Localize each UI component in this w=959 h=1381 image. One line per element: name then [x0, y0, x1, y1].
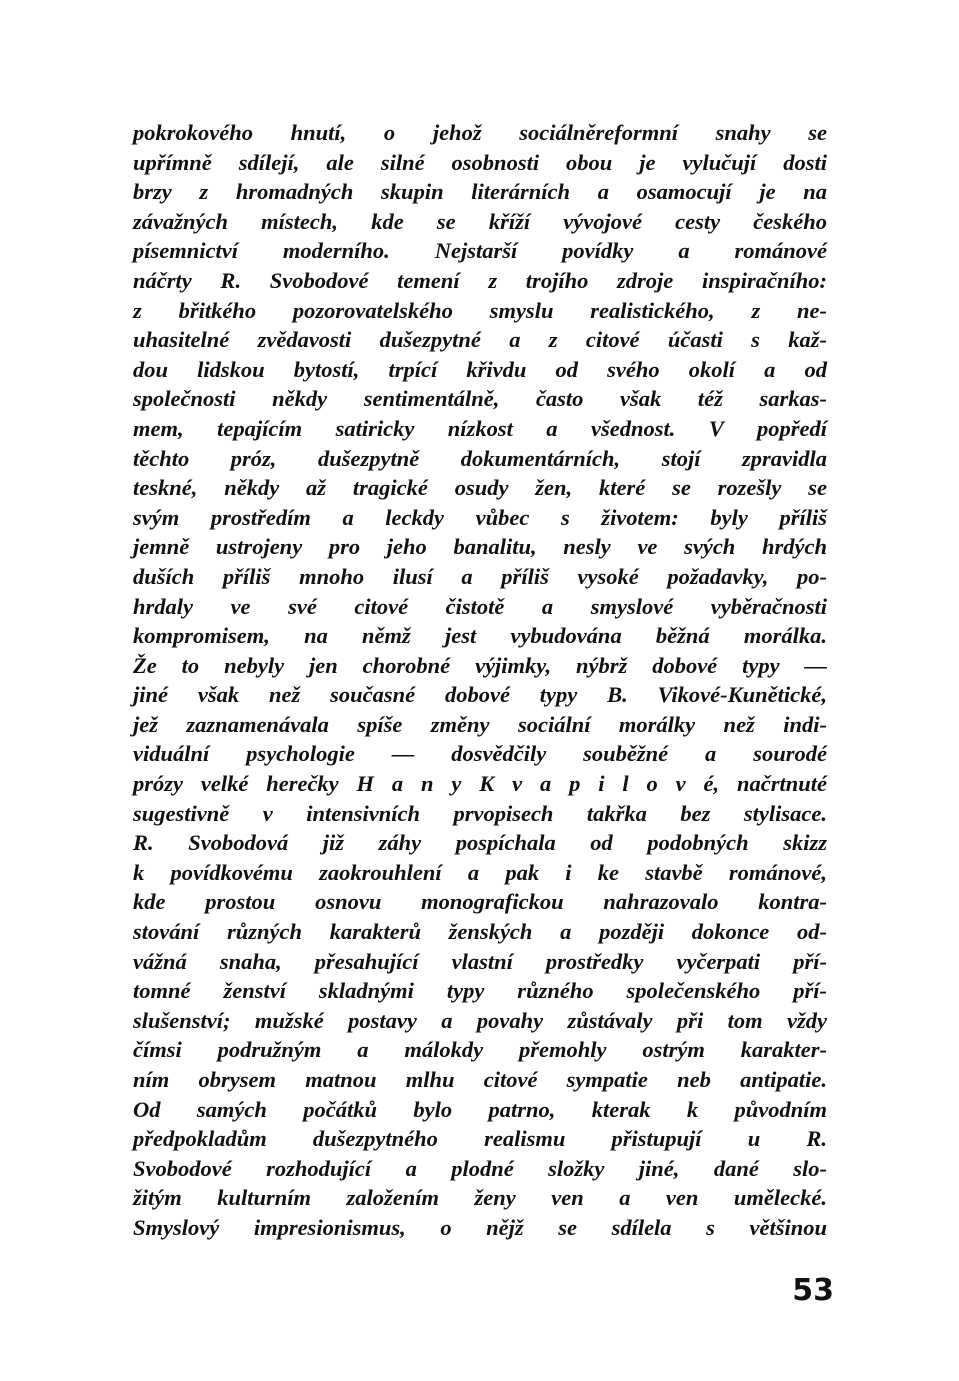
text-line: duších příliš mnoho ilusí a příliš vysoké požadavky, po- [133, 563, 827, 589]
text-line: dou lidskou bytostí, trpící křivdu od svého okolí a od [133, 356, 827, 382]
text-line: upřímně sdílejí, ale silné osobnosti obou je vylučují dosti [133, 149, 827, 175]
text-line: vážná snaha, přesahující vlastní prostředky vyčerpati pří- [133, 948, 827, 974]
text-line: sugestivně v intensivních prvopisech takřka bez stylisace. [133, 800, 827, 826]
text-line: k povídkovému zaokrouhlení a pak i ke stavbě románové, [133, 859, 827, 885]
text-line: Svobodové rozhodující a plodné složky jiné, dané slo- [133, 1155, 827, 1181]
text-line: jež zaznamenávala spíše změny sociální morálky než indi- [133, 711, 827, 737]
text-line: uhasitelné zvědavosti dušezpytné a z citové účasti s kaž- [133, 327, 827, 353]
text-line: kompromisem, na němž jest vybudována běžná morálka. [133, 623, 827, 649]
text-line: viduální psychologie — dosvědčily souběžné a sourodé [133, 741, 827, 767]
text-line: tomné ženství skladnými typy různého společenského pří- [133, 978, 827, 1004]
text-line: teskné, někdy až tragické osudy žen, které se rozešly se [133, 475, 827, 501]
text-line: Že to nebyly jen chorobné výjimky, nýbrž dobové typy — [133, 652, 827, 678]
text-line: slušenství; mužské postavy a povahy zůstávaly při tom vždy [133, 1007, 827, 1033]
text-line: těchto próz, dušezpytně dokumentárních, stojí zpravidla [133, 445, 827, 471]
text-line: závažných místech, kde se kříží vývojové cesty českého [133, 208, 827, 234]
text-line: R. Svobodová již záhy pospíchala od podobných skizz [133, 830, 827, 856]
text-line: pokrokového hnutí, o jehož sociálněreformní snahy se [133, 120, 827, 145]
text-line: prózy velké herečky H a n y K v a p i l o v é, načrtnuté [133, 771, 827, 797]
text-line: jemně ustrojeny pro jeho banalitu, nesly ve svých hrdých [133, 534, 827, 560]
text-line: společnosti někdy sentimentálně, často však též sarkas- [133, 386, 827, 412]
text-line: stování různých karakterů ženských a později dokonce od- [133, 919, 827, 945]
text-line: předpokladům dušezpytného realismu přistupují u R. [133, 1126, 827, 1152]
body-text [133, 118, 827, 1243]
text-line: náčrty R. Svobodové temení z trojího zdroje inspiračního: [133, 267, 827, 293]
page-number: 53 [792, 1273, 834, 1308]
text-line: kde prostou osnovu monografickou nahrazovalo kontra- [133, 889, 827, 915]
text-line: čímsi podružným a málokdy přemohly ostrým karakter- [133, 1037, 827, 1063]
text-line: svým prostředím a leckdy vůbec s životem: byly příliš [133, 504, 827, 530]
text-line: z břitkého pozorovatelského smyslu realistického, z ne- [133, 297, 827, 323]
text-line: Smyslový impresionismus, o nějž se sdílela s většinou [133, 1214, 827, 1240]
text-line: žitým kulturním založením ženy ven a ven umělecké. [133, 1185, 827, 1211]
text-line: brzy z hromadných skupin literárních a osamocují je na [133, 179, 827, 205]
text-line: hrdaly ve své citové čistotě a smyslové vyběračnosti [133, 593, 827, 619]
text-line: mem, tepajícím satiricky nízkost a všednost. V popředí [133, 415, 827, 441]
text-line: ním obrysem matnou mlhu citové sympatie neb antipatie. [133, 1067, 827, 1092]
text-line: písemnictví moderního. Nejstarší povídky a románové [133, 238, 827, 264]
text-line: jiné však než současné dobové typy B. Vikové-Kunětické, [133, 682, 827, 708]
text-line: Od samých počátků bylo patrno, kterak k původním [133, 1096, 827, 1122]
